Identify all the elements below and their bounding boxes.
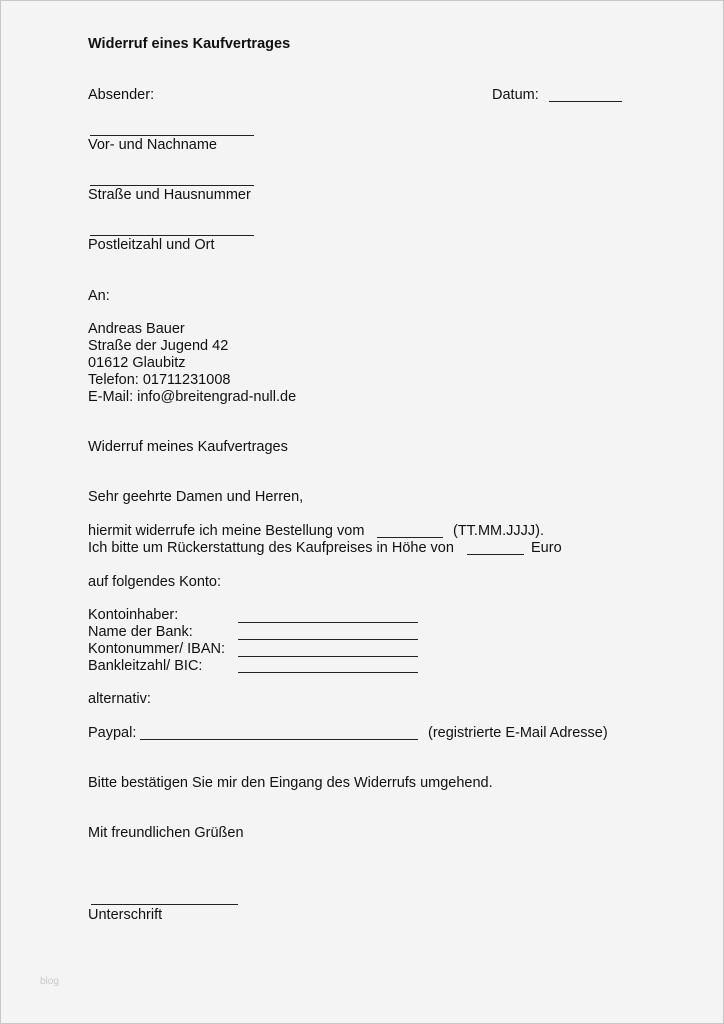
subject: Widerruf meines Kaufvertrages	[88, 439, 288, 455]
zip-city-label: Postleitzahl und Ort	[88, 237, 215, 253]
closing: Mit freundlichen Grüßen	[88, 825, 244, 841]
order-date-field[interactable]	[377, 537, 443, 538]
bank-name-label: Name der Bank:	[88, 624, 193, 640]
recipient-phone: Telefon: 01711231008	[88, 372, 231, 388]
account-holder-field[interactable]	[238, 622, 418, 623]
iban-label: Kontonummer/ IBAN:	[88, 641, 225, 657]
refund-text: Ich bitte um Rückerstattung des Kaufpreises in Höhe von	[88, 540, 454, 556]
refund-amount-field[interactable]	[467, 554, 524, 555]
account-holder-label: Kontoinhaber:	[88, 607, 179, 623]
document-title: Widerruf eines Kaufvertrages	[88, 36, 291, 52]
recipient-name: Andreas Bauer	[88, 321, 185, 337]
order-date-text: hiermit widerrufe ich meine Bestellung vom	[88, 523, 365, 539]
alternative-label: alternativ:	[88, 691, 151, 707]
recipient-email: E-Mail: info@breitengrad-null.de	[88, 389, 297, 405]
salutation: Sehr geehrte Damen und Herren,	[88, 489, 304, 505]
signature-label: Unterschrift	[88, 907, 163, 923]
date-format-hint: (TT.MM.JJJJ).	[453, 523, 545, 539]
sender-label: Absender:	[88, 87, 155, 103]
signature-field[interactable]	[91, 904, 238, 905]
bic-label: Bankleitzahl/ BIC:	[88, 658, 203, 674]
date-label: Datum:	[492, 87, 539, 103]
paypal-label: Paypal:	[88, 725, 137, 741]
currency-label: Euro	[531, 540, 562, 556]
name-field[interactable]	[90, 135, 254, 136]
date-field[interactable]	[549, 101, 622, 102]
paypal-hint: (registrierte E-Mail Adresse)	[428, 725, 608, 741]
zip-city-field[interactable]	[90, 235, 254, 236]
bic-field[interactable]	[238, 672, 418, 673]
bank-name-field[interactable]	[238, 639, 418, 640]
recipient-city: 01612 Glaubitz	[88, 355, 186, 371]
recipient-street: Straße der Jugend 42	[88, 338, 229, 354]
recipient-label: An:	[88, 288, 110, 304]
account-intro: auf folgendes Konto:	[88, 574, 222, 590]
confirmation-text: Bitte bestätigen Sie mir den Eingang des Widerrufs umgehend.	[88, 775, 493, 791]
watermark: blog	[40, 976, 59, 987]
iban-field[interactable]	[238, 656, 418, 657]
street-label: Straße und Hausnummer	[88, 187, 251, 203]
paypal-field[interactable]	[140, 739, 418, 740]
name-label: Vor- und Nachname	[88, 137, 217, 153]
street-field[interactable]	[90, 185, 254, 186]
